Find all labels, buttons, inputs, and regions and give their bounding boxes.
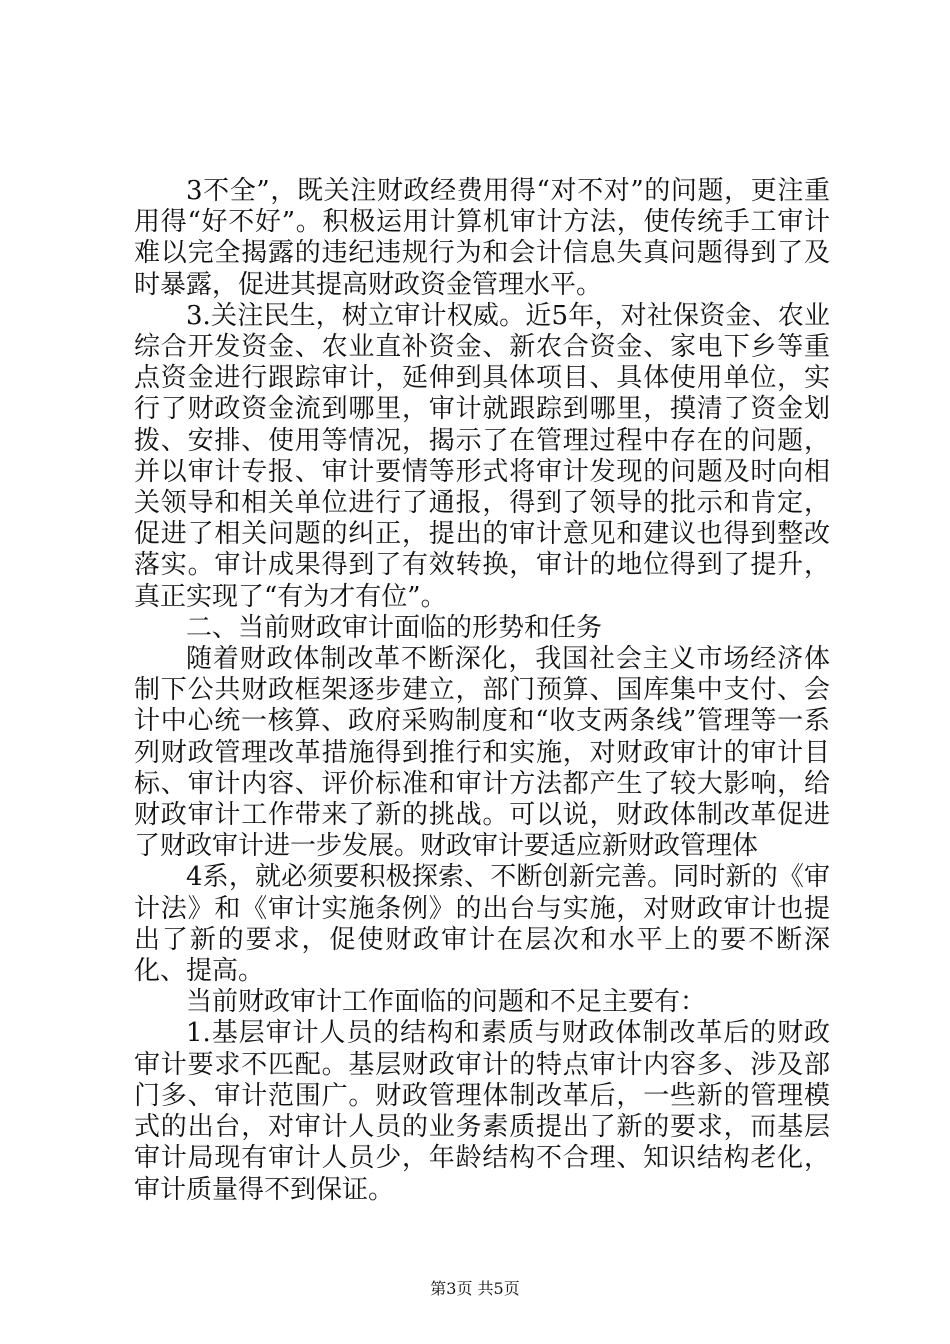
paragraph-reform: 随着财政体制改革不断深化，我国社会主义市场经济体制下公共财政框架逐步建立，部门预算、国库集中支付、会计中心统一核算、政府采购制度和“收支两条线”管理等一系列财政管理改革措施得到推行和实施，对财政审计的审计目标、审计内容、评价标准和审计方法都产生了较大影响，给财政审计工作带来了新的挑战。可以说，财政体制改革促进了财政审计进一步发展。财政审计要适应新财政管理体 [134,644,830,862]
section-heading: 二、当前财政审计面临的形势和任务 [186,612,603,643]
paragraph-continuation: 3不全”，既关注财政经费用得“对不对”的问题，更注重用得“好不好”。积极运用计算机审计方法，使传统手工审计难以完全揭露的违纪违规行为和会计信息失真问题得到了及时暴露，促进其提高财政资金管理水平。 [134,176,830,300]
paragraph-problems-intro: 当前财政审计工作面临的问题和不足主要有： [186,987,707,1018]
paragraph-innovation: 4系，就必须要积极探索、不断创新完善。同时新的《审计法》和《审计实施条例》的出台与实施，对财政审计也提出了新的要求，促使财政审计在层次和水平上的要不断深化、提高。 [134,862,830,987]
page-footer: 第3页 共5页 [430,1279,520,1298]
paragraph-livelihood: 3.关注民生，树立审计权威。近5年，对社保资金、农业综合开发资金、农业直补资金、新农合资金、家电下乡等重点资金进行跟踪审计，延伸到具体项目、具体使用单位，实行了财政资金流到哪里，审计就跟踪到哪里，摸清了资金划拨、安排、使用等情况，揭示了在管理过程中存在的问题，并以审计专报、审计要情等形式将审计发现的问题及时向相关领导和相关单位进行了通报，得到了领导的批示和肯定，促进了相关问题的纠正，提出的审计意见和建议也得到整改落实。审计成果得到了有效转换，审计的地位得到了提升，真正实现了“有为才有位”。 [134,300,830,612]
document-body [134,176,830,1206]
paragraph-problem-1: 1.基层审计人员的结构和素质与财政体制改革后的财政审计要求不匹配。基层财政审计的特点审计内容多、涉及部门多、审计范围广。财政管理体制改革后，一些新的管理模式的出台，对审计人员的业务素质提出了新的要求，而基层审计局现有审计人员少，年龄结构不合理、知识结构老化，审计质量得不到保证。 [134,1018,830,1205]
